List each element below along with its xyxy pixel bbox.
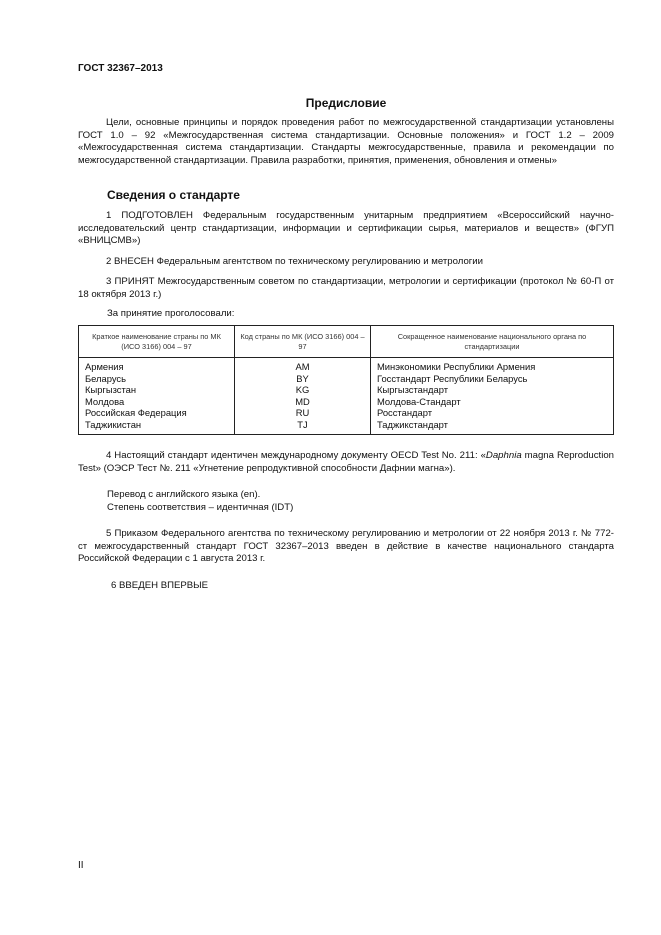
- document-header-id: ГОСТ 32367–2013: [78, 63, 163, 74]
- info-item-4: [78, 450, 614, 475]
- info-section-title: Сведения о стандарте: [107, 188, 240, 202]
- item4-text-b: magna Reproduction Test» (ОЭСР Тест №. 211 «Угнетение репродуктивной способности Дафнии магна»).: [78, 450, 615, 474]
- country-code: KG: [235, 384, 371, 396]
- national-body: Таджикстандарт: [371, 419, 614, 434]
- table-row: [79, 358, 614, 373]
- info-item-3: 3 ПРИНЯТ Межгосударственным советом по стандартизации, метрологии и сертификации (протокол № 60-П от 18 октября 2013 г.): [78, 276, 614, 300]
- country-code: RU: [235, 407, 371, 419]
- info-item-6: 6 ВВЕДЕН ВПЕРВЫЕ: [111, 580, 209, 591]
- foreword-title: Предисловие: [305, 96, 387, 110]
- country-code: MD: [235, 396, 371, 408]
- table-row: [79, 384, 614, 396]
- info-item-5: 5 Приказом Федерального агентства по техническому регулированию и метрологии от 22 ноября 2013 г. № 772-ст межгосударственный стандарт ГОСТ 32367–2013 введен в действие в качестве национального стандарта Российской Федерации с 1 августа 2013 г.: [78, 528, 614, 565]
- country-name: Молдова: [79, 396, 235, 408]
- voting-table-header: [79, 326, 614, 358]
- country-name: Таджикистан: [79, 419, 235, 434]
- country-code: BY: [235, 373, 371, 385]
- table-row: [79, 373, 614, 385]
- table-row: [79, 407, 614, 419]
- national-body: Молдова-Стандарт: [371, 396, 614, 408]
- conformity-note: Степень соответствия – идентичная (IDT): [107, 502, 294, 513]
- national-body: Минэкономики Республики Армения: [371, 358, 614, 373]
- translation-note: Перевод с английского языка (en).: [107, 489, 261, 500]
- country-code: TJ: [235, 419, 371, 434]
- info-item-1: 1 ПОДГОТОВЛЕН Федеральным государственным унитарным предприятием «Всероссийский научно-исследовательский центр стандартизации, информации и сертификации сырья, материалов и веществ» (ФГУП «ВНИЦСМВ»): [78, 210, 614, 247]
- country-name: Беларусь: [79, 373, 235, 385]
- foreword-paragraph: Цели, основные принципы и порядок проведения работ по межгосударственной стандартизации установлены ГОСТ 1.0 – 92 «Межгосударственная система стандартизации. Основные положения» и ГОСТ 1.2 – 2009 «Межгосударственная система стандартизации. Стандарты межгосударственные, правила и рекомендации по межгосударственной стандартизации. Правила разработки, принятия, применения, обновления и отмены»: [78, 117, 614, 166]
- item4-text-a: 4 Настоящий стандарт идентичен международному документу OECD Test No. 211: «: [106, 450, 486, 461]
- country-name: Кыргызстан: [79, 384, 235, 396]
- country-name: Армения: [79, 358, 235, 373]
- national-body: Госстандарт Республики Беларусь: [371, 373, 614, 385]
- national-body: Кыргызстандарт: [371, 384, 614, 396]
- country-name: Российская Федерация: [79, 407, 235, 419]
- table-row: [79, 419, 614, 434]
- header-country-code: Код страны по МК (ИСО 3166) 004 – 97: [235, 326, 371, 358]
- national-body: Росстандарт: [371, 407, 614, 419]
- header-country-name: Краткое наименование страны по МК (ИСО 3166) 004 – 97: [79, 326, 235, 358]
- table-row: [79, 396, 614, 408]
- country-code: AM: [235, 358, 371, 373]
- voted-intro: За принятие проголосовали:: [107, 308, 235, 319]
- page-number: II: [78, 860, 84, 871]
- voting-table: [78, 325, 614, 435]
- header-national-body: Сокращенное наименование национального органа по стандартизации: [371, 326, 614, 358]
- item4-text-italic: Daphnia: [485, 450, 522, 461]
- info-item-2: 2 ВНЕСЕН Федеральным агентством по техническому регулированию и метрологии: [106, 256, 484, 267]
